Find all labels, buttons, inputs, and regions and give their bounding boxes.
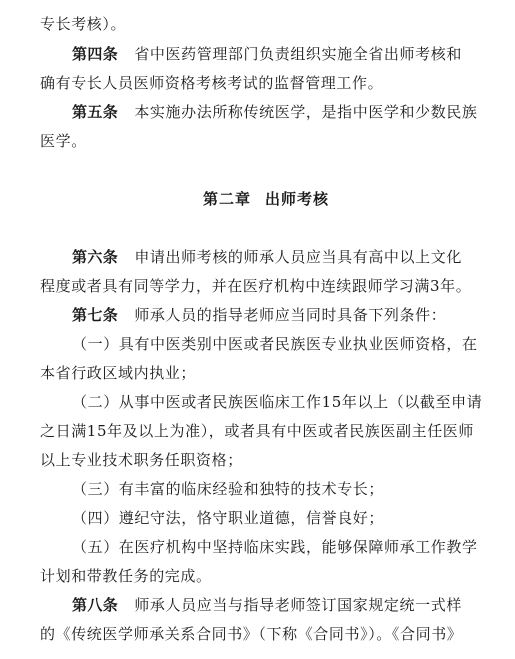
item-2-line-3 <box>40 446 243 474</box>
article-6-label: 第六条 <box>72 248 119 266</box>
text-span: 计划和带教任务的完成。 <box>40 567 212 585</box>
item-1-line-1 <box>72 330 478 358</box>
article-7-text: 师承人员的指导老师应当同时具备下列条件： <box>134 306 447 324</box>
text-span: 本省行政区域内执业； <box>40 364 197 382</box>
article-4-label: 第四条 <box>72 45 119 63</box>
item-1-line-2 <box>40 359 196 387</box>
article-5-line-2 <box>40 127 87 155</box>
text-span: 医学。 <box>40 132 87 150</box>
text-line <box>40 10 126 38</box>
article-7-line-1 <box>72 301 446 329</box>
text-span: 的《传统医学师承关系合同书》（下称《合同书》）。《合同书》 <box>40 625 463 643</box>
article-5-line-1 <box>72 98 478 126</box>
chapter-heading <box>40 185 492 213</box>
article-8-line-1 <box>72 591 462 619</box>
article-5-text: 本实施办法所称传统医学，是指中医学和少数民族 <box>134 103 478 121</box>
text-span: 程度或者具有同等学力，并在医疗机构中连续跟师学习满3年。 <box>40 277 472 295</box>
article-4-line-1 <box>72 40 462 68</box>
text-span: 专长考核）。 <box>40 15 127 33</box>
text-span: 以上专业技术职务任职资格； <box>40 451 243 469</box>
item-3 <box>72 475 384 503</box>
text-span: （一）具有中医类别中医或者民族医专业执业医师资格，在 <box>72 335 478 353</box>
item-2-line-2 <box>40 417 474 445</box>
chapter-number: 第二章 <box>202 190 251 208</box>
text-span: （五）在医疗机构中坚持临床实践，能够保障师承工作教学 <box>72 538 478 556</box>
article-4-text: 省中医药管理部门负责组织实施全省出师考核和 <box>134 45 462 63</box>
text-span: 确有专长人员医师资格考核考试的监督管理工作。 <box>40 74 384 92</box>
text-span: 之日满15年及以上为准），或者具有中医或者民族医副主任医师 <box>40 422 474 440</box>
article-5-label: 第五条 <box>72 103 119 121</box>
article-8-line-2 <box>40 620 462 648</box>
chapter-title: 出师考核 <box>265 190 330 208</box>
item-5-line-2 <box>40 562 212 590</box>
article-6-line-1 <box>72 243 462 271</box>
article-8-label: 第八条 <box>72 596 119 614</box>
article-7-label: 第七条 <box>72 306 119 324</box>
item-5-line-1 <box>72 533 478 561</box>
article-8-text: 师承人员应当与指导老师签订国家规定统一式样 <box>134 596 462 614</box>
text-span: （二）从事中医或者民族医临床工作15年以上（以截至申请 <box>72 393 483 411</box>
item-4 <box>72 504 384 532</box>
article-6-line-2 <box>40 272 471 300</box>
text-span: （三）有丰富的临床经验和独特的技术专长； <box>72 480 385 498</box>
text-span: （四）遵纪守法，恪守职业道德，信誉良好； <box>72 509 385 527</box>
item-2-line-1 <box>72 388 482 416</box>
article-4-line-2 <box>40 69 383 97</box>
article-6-text: 申请出师考核的师承人员应当具有高中以上文化 <box>134 248 462 266</box>
